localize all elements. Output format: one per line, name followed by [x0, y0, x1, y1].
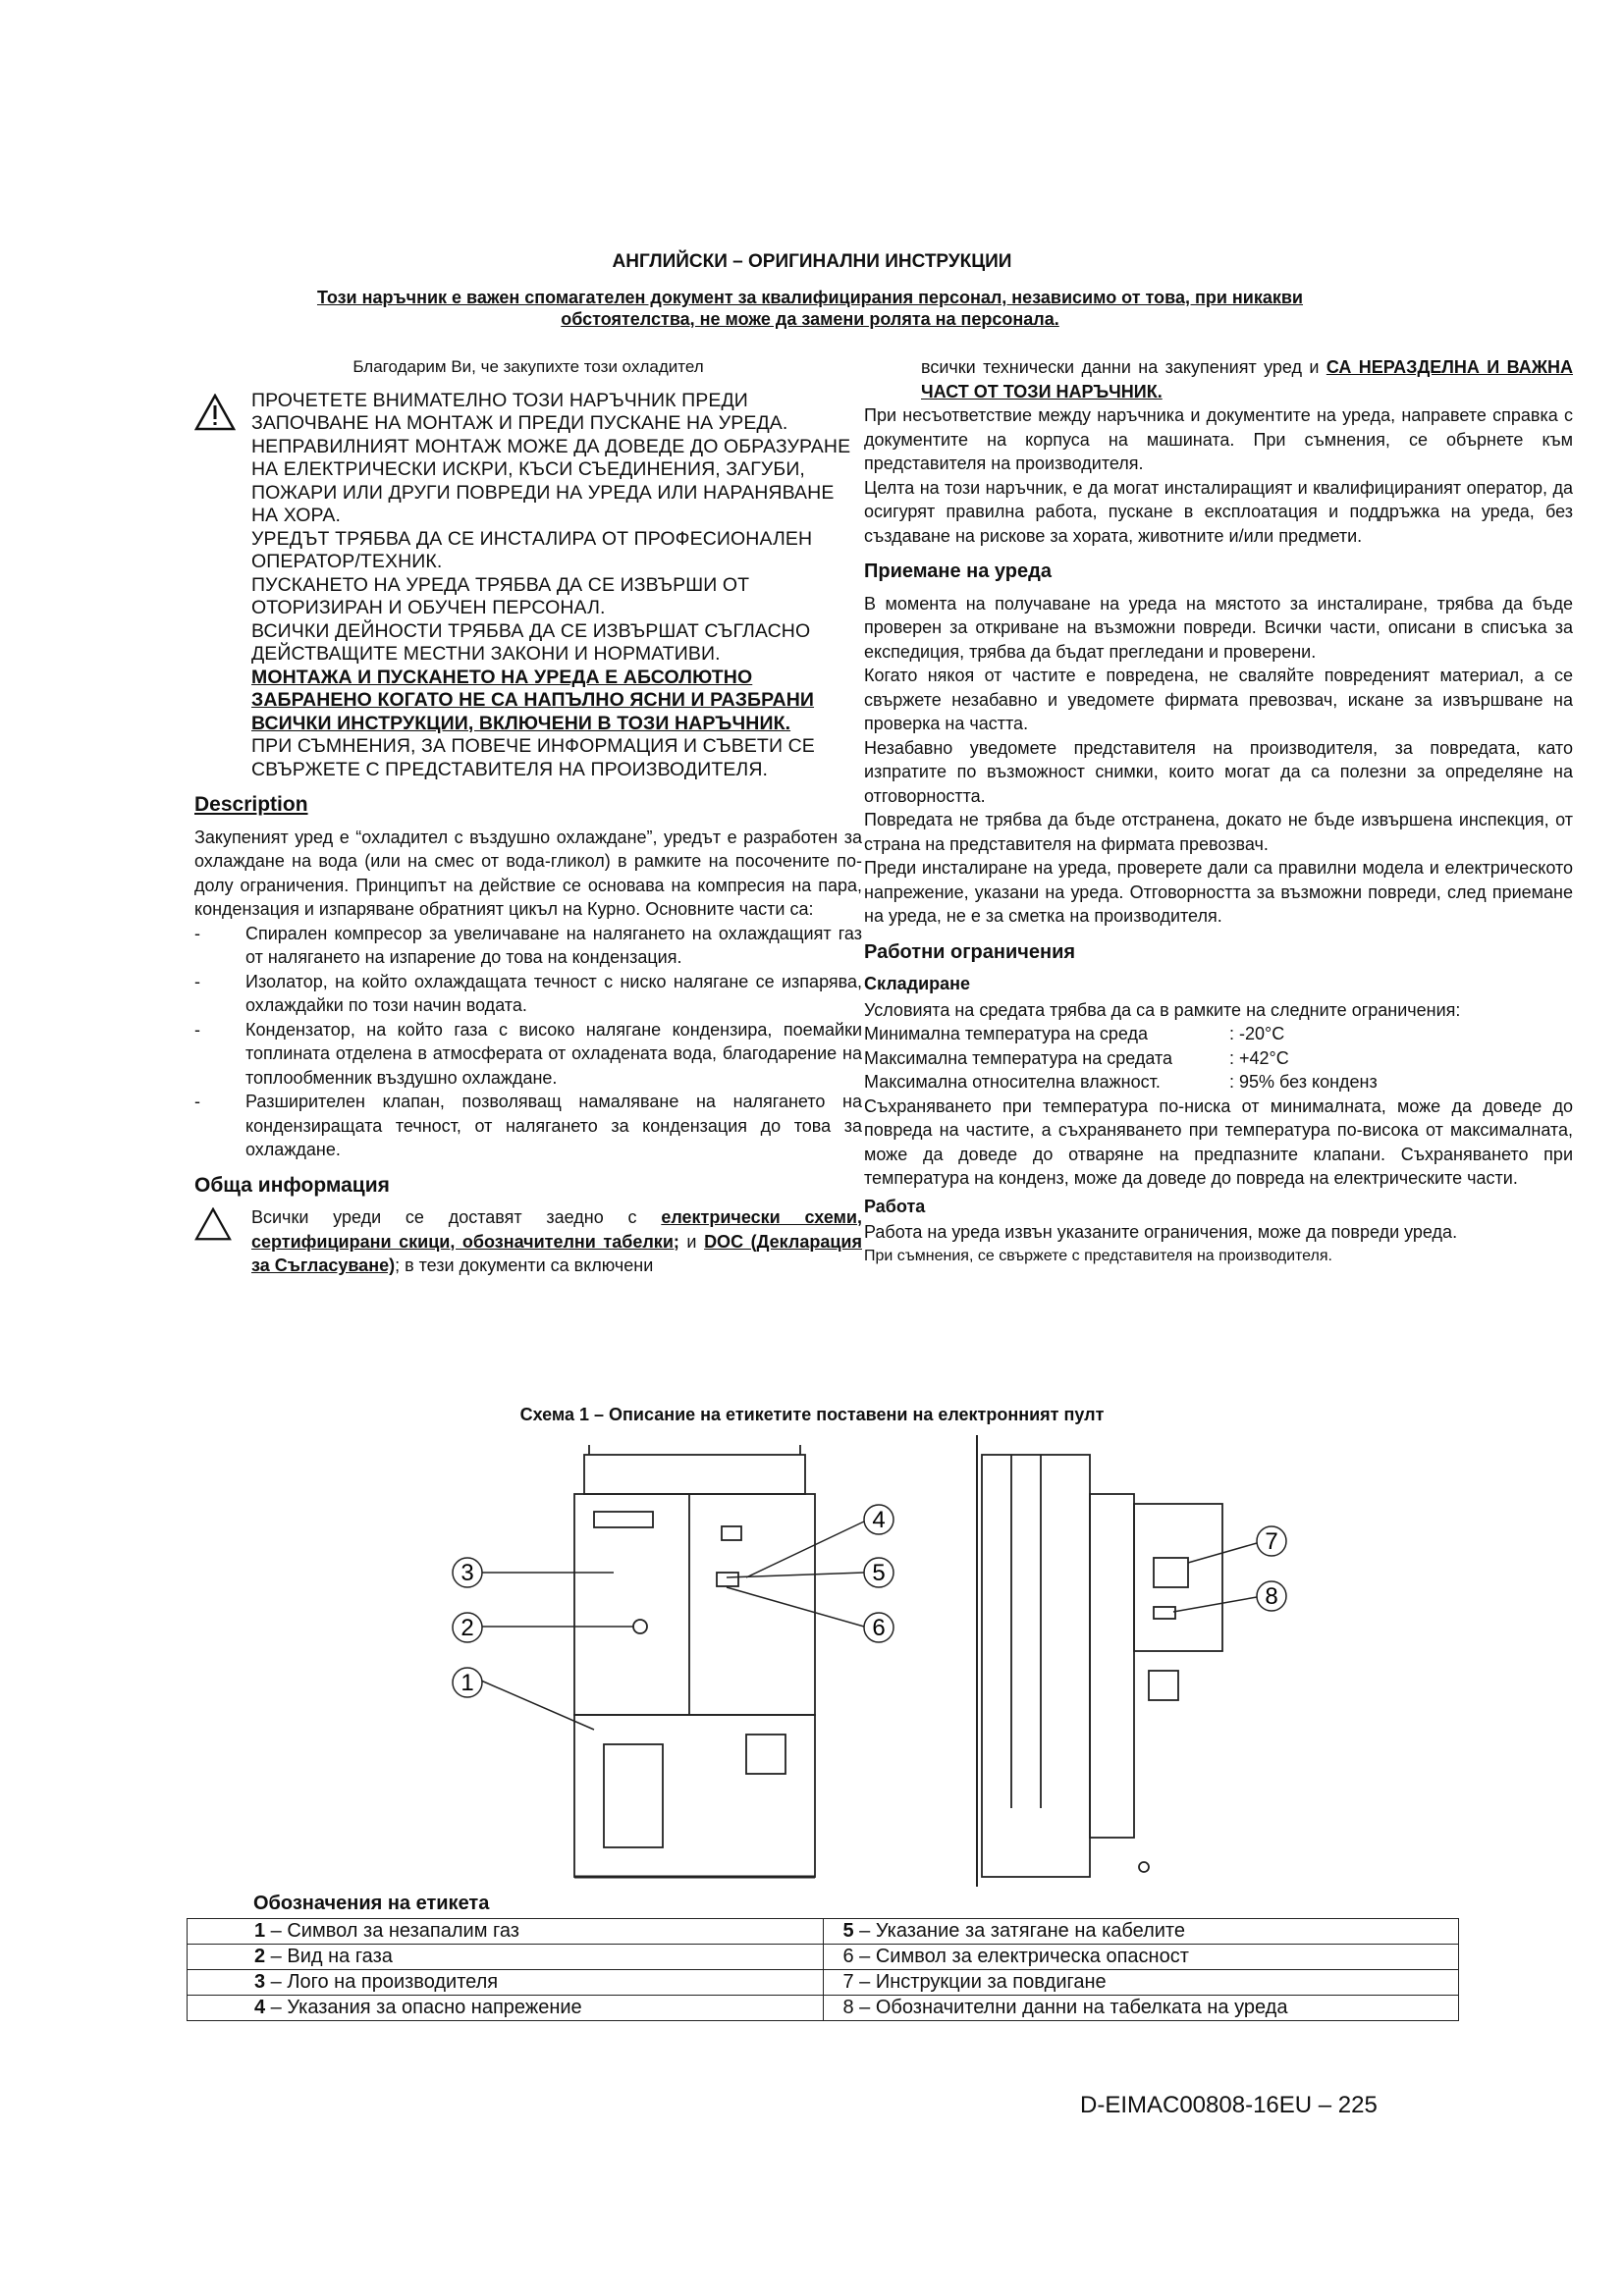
- legend-cell: 1 – Символ за незапалим газ: [188, 1919, 824, 1945]
- general-heading: Обща информация: [194, 1173, 390, 1197]
- receiving-1: В момента на получаване на уреда на мястото за инсталиране, трябва да бъде проверен за откриване на възможни повреди. Всички части, описани в списъка за експедиция, трябва да бъдат прегледани и проверени.: [864, 593, 1573, 662]
- document-id: D-EIMAC00808-16EU – 225: [1080, 2092, 1378, 2118]
- callout-1: [453, 1668, 482, 1697]
- list-item: - Разширителен клапан, позволяващ намаляване на налягането на кондензиращата течност, от налягането за кондензация до това за охлаждане.: [194, 1090, 862, 1162]
- receiving-2: Когато някоя от частите е повредена, не сваляйте повреденият материал, а се свържете незабавно и уведомете фирмата превозвач, искане за извършване на проверка на частта.: [864, 666, 1573, 733]
- legend-cell: 2 – Вид на газа: [188, 1945, 824, 1970]
- warning-text-4: ВСИЧКИ ДЕЙНОСТИ ТРЯБВА ДА СЕ ИЗВЪРШАТ СЪГЛАСНО ДЕЙСТВАЩИТЕ МЕСТНИ ЗАКОНИ И НОРМАТИВИ.: [251, 619, 811, 665]
- storage-heading: Складиране: [864, 974, 971, 993]
- legend-cell: 3 – Лого на производителя: [188, 1970, 824, 1996]
- general-bold1: електрически схеми, сертифицирани скици, обозначителни табелки;: [251, 1207, 862, 1252]
- cont-bold: СА НЕРАЗДЕЛНА И ВАЖНА ЧАСТ ОТ ТОЗИ НАРЪЧНИК.: [921, 357, 1573, 401]
- max-temp-label: Максимална температура на средата: [864, 1047, 1173, 1068]
- warning-block: [194, 390, 862, 782]
- continuation: [864, 355, 1573, 403]
- warning-text-2: УРЕДЪТ ТРЯБВА ДА СЕ ИНСТАЛИРА ОТ ПРОФЕСИОНАЛЕН ОПЕРАТОР/ТЕХНИК.: [251, 527, 813, 572]
- svg-text:5: 5: [872, 1560, 886, 1586]
- cont-pre: всички технически данни на закупеният уред и: [921, 357, 1326, 377]
- callout-4: [864, 1505, 893, 1534]
- legend-cell: 5 – Указание за затягане на кабелите: [823, 1919, 1459, 1945]
- svg-text:2: 2: [460, 1615, 474, 1641]
- svg-text:1: 1: [460, 1670, 474, 1696]
- list-item: - Изолатор, на който охлаждащата течност с ниско налягане се изпарява, охлаждайки по този начин водата.: [194, 970, 862, 1018]
- list-item: - Кондензатор, на който газа с високо налягане кондензира, поемайки топлината отделена в атмосферата от охладената вода, благодарение на топлообменник въздушно охлаждане.: [194, 1018, 862, 1091]
- callout-5: [864, 1558, 893, 1587]
- svg-text:7: 7: [1265, 1528, 1278, 1555]
- min-temp-value: : -20°C: [1229, 1024, 1285, 1043]
- unit-diagram: [432, 1435, 1316, 1892]
- callout-8: [1257, 1581, 1286, 1611]
- max-temp-value: : +42°C: [1229, 1047, 1289, 1068]
- warning-text-1: ПРОЧЕТЕТЕ ВНИМАТЕЛНО ТОЗИ НАРЪЧНИК ПРЕДИ ЗАПОЧВАНЕ НА МОНТАЖ И ПРЕДИ ПУСКАНЕ НА УРЕДА. НЕПРАВИЛНИЯТ МОНТАЖ МОЖЕ ДА ДОВЕДЕ ДО ОБРАЗУРАНЕ НА ЕЛЕКТРИЧЕСКИ ИСКРИ, КЪСИ СЪЕДИНЕНИЯ, ЗАГУБИ, ПОЖАРИ ИЛИ ДРУГИ ПОВРЕДИ НА УРЕДА ИЛИ НАРАНЯВАНЕ НА ХОРА.: [251, 389, 851, 526]
- table-row: [188, 1970, 1459, 1996]
- svg-text:6: 6: [872, 1615, 886, 1641]
- list-item: - Спирален компресор за увеличаване на налягането на охлаждащият газ от налягането на изпарение до това на кондензация.: [194, 922, 862, 970]
- svg-text:8: 8: [1265, 1583, 1278, 1610]
- general-mid: и: [678, 1231, 705, 1252]
- figure-caption: Схема 1 – Описание на етикетите поставени на електронният пулт: [519, 1405, 1105, 1424]
- subtitle-line2: обстоятелства, не може да замени ролята на персонала.: [561, 309, 1059, 329]
- min-temp-row: [864, 1022, 1573, 1046]
- receiving-heading: Приемане на уреда: [864, 561, 1052, 582]
- general-pre: Всички уреди се доставят заедно с: [251, 1207, 662, 1227]
- warning-text-5: ПРИ СЪМНЕНИЯ, ЗА ПОВЕЧЕ ИНФОРМАЦИЯ И СЪВЕТИ СЕ СВЪРЖЕТЕ С ПРЕДСТАВИТЕЛЯ НА ПРОИЗВОДИТЕЛЯ.: [251, 735, 815, 780]
- general-bold2: DOC (Декларация за Съгласуване): [251, 1231, 862, 1275]
- right-paragraph-1: При несъответствие между наръчника и документите на уреда, направете справка с документите на корпуса на машината. При съмнения, се обърнете към представителя на производителя.: [864, 405, 1573, 473]
- legend-table: [187, 1918, 1459, 2021]
- warning-bold: МОНТАЖА И ПУСКАНЕТО НА УРЕДА Е АБСОЛЮТНО ЗАБРАНЕНО КОГАТО НЕ СА НАПЪЛНО ЯСНИ И РАЗБРАНИ ВСИЧКИ ИНСТРУКЦИИ, ВКЛЮЧЕНИ В ТОЗИ НАРЪЧНИК.: [251, 666, 815, 734]
- storage-intro: Условията на средата трябва да са в рамките на следните ограничения:: [864, 999, 1461, 1020]
- storage-note: Съхраняването при температура по-ниска от минималната, може да доведе до повреда на частите, а съхраняването при температура по-висока от максималната, може да доведе до отваряне на предпазните клапани. Съхраняването при температура на конденз, може да доведе до повреда на електрическите части.: [864, 1095, 1573, 1188]
- callout-2: [453, 1613, 482, 1642]
- operation-heading: Работа: [864, 1196, 926, 1216]
- operation-note: При съмнения, се свържете с представителя на производителя.: [864, 1247, 1332, 1264]
- subtitle-line1: Този наръчник е важен спомагателен документ за квалифицирания персонал, независимо от това, при никакви: [316, 288, 1303, 307]
- parts-list: [194, 922, 862, 1162]
- warning-triangle-icon: [194, 1207, 232, 1241]
- description-text: Закупеният уред е “охладител с въздушно охлаждане”, уредът е разработен за охлаждане на вода (или на смес от вода-гликол) в рамките на посочените по-долу ограничения. Принципът на действие се основава на компресия на пара, кондензация и изпаряване обратният цикъл на Курно. Основните части са:: [194, 827, 862, 919]
- max-humidity-label: Максимална относителна влажност.: [864, 1072, 1161, 1092]
- operation-text: Работа на уреда извън указаните ограничения, може да повреди уреда.: [864, 1222, 1458, 1242]
- table-row: [188, 1919, 1459, 1945]
- page-subtitle: [236, 287, 1384, 330]
- page-title: АНГЛИЙСКИ – ОРИГИНАЛНИ ИНСТРУКЦИИ: [612, 251, 1012, 272]
- general-post: ; в тези документи са включени: [395, 1255, 654, 1275]
- warning-triangle-icon: [194, 394, 236, 431]
- max-temp-row: [864, 1046, 1573, 1071]
- legend-cell: 4 – Указания за опасно напрежение: [188, 1996, 824, 2021]
- legend-cell: 6 – Символ за електрическа опасност: [823, 1945, 1459, 1970]
- description-heading: Description: [194, 793, 308, 816]
- max-humidity-value: : 95% без конденз: [1229, 1072, 1378, 1092]
- warning-text-3: ПУСКАНЕТО НА УРЕДА ТРЯБВА ДА СЕ ИЗВЪРШИ ОТ ОТОРИЗИРАН И ОБУЧЕН ПЕРСОНАЛ.: [251, 573, 750, 618]
- right-paragraph-2: Целта на този наръчник, е да могат инсталиращият и квалифицираният оператор, да осигурят правилна работа, пускане в експлоатация и поддръжка на уреда, без създаване на рискове за хората, животните и/или предмети.: [864, 477, 1573, 546]
- table-row: [188, 1945, 1459, 1970]
- max-humidity-row: [864, 1070, 1573, 1095]
- callout-6: [864, 1613, 893, 1642]
- receiving-3: Незабавно уведомете представителя на производителя, за повредата, като изпратите по възможност снимки, които могат да са полезни за определяне на отговорността.: [864, 737, 1573, 806]
- svg-text:3: 3: [460, 1560, 474, 1586]
- table-row: [188, 1996, 1459, 2021]
- legend-cell: 8 – Обозначителни данни на табелката на уреда: [823, 1996, 1459, 2021]
- min-temp-label: Минимална температура на среда: [864, 1024, 1149, 1043]
- limits-heading: Работни ограничения: [864, 940, 1076, 963]
- svg-text:4: 4: [872, 1507, 886, 1533]
- legend-title: Обозначения на етикета: [253, 1893, 490, 1914]
- receiving-5: Преди инсталиране на уреда, проверете дали са правилни модела и електрическото напрежение, указани на уреда. Отговорността за възможни повреди, след приемане на уреда, не е за сметка на производителя.: [864, 858, 1573, 926]
- legend-cell: 7 – Инструкции за повдигане: [823, 1970, 1459, 1996]
- general-info: [194, 1205, 862, 1278]
- left-column: [194, 355, 862, 1278]
- callout-7: [1257, 1526, 1286, 1556]
- callout-3: [453, 1558, 482, 1587]
- thanks-text: Благодарим Ви, че закупихте този охладител: [352, 357, 704, 376]
- right-column: [864, 355, 1573, 1268]
- receiving-4: Повредата не трябва да бъде отстранена, докато не бъде извършена инспекция, от страна на представителя на фирмата превозвач.: [864, 810, 1573, 854]
- unit-top: [584, 1455, 805, 1494]
